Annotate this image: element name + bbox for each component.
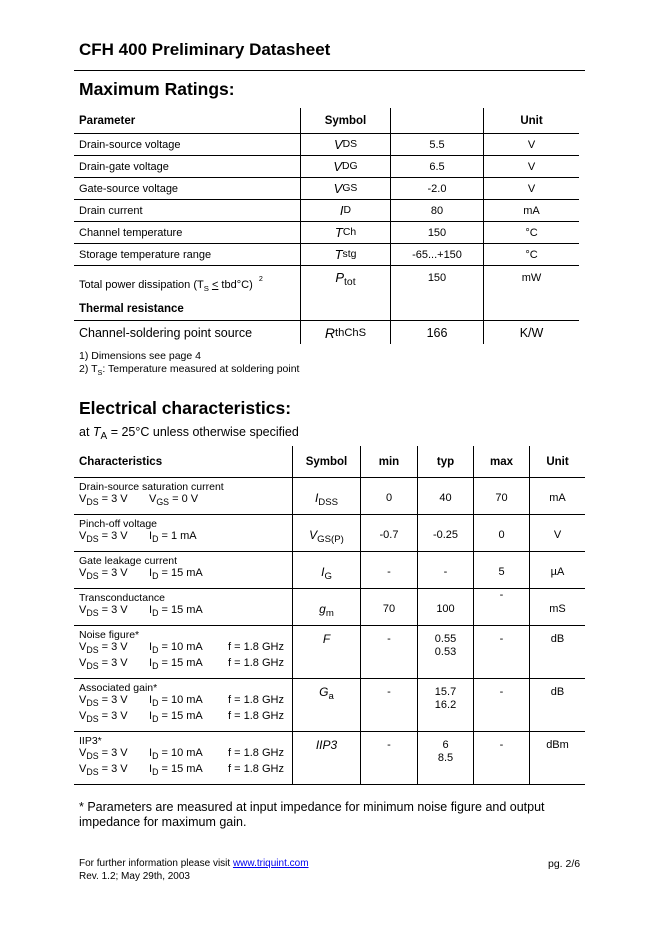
- char-symbol: $G_a$: [319, 685, 334, 702]
- max-value: -: [499, 686, 504, 698]
- unit-cell: [530, 589, 585, 625]
- max-cell: [474, 626, 530, 678]
- condition-vds: $V_{DS} = 3$ V: [79, 493, 128, 507]
- param-value: 6.5: [391, 156, 484, 177]
- condition-second: $I_D = 10$ mA: [149, 747, 203, 761]
- header-symbol: Symbol: [301, 108, 391, 133]
- condition-frequency: f = 1.8 GHz: [228, 641, 284, 653]
- header-max: max: [474, 446, 530, 477]
- min-value: -: [387, 633, 391, 645]
- param-value: -65...+150: [391, 244, 484, 265]
- min-cell: [361, 626, 418, 678]
- total-power-label-suffix: tbd°C): [218, 279, 253, 291]
- symbol-main: T: [334, 225, 343, 240]
- param-unit: °C: [525, 226, 538, 239]
- typ-value: 0.53: [434, 646, 457, 658]
- total-power-label-sub: S: [203, 284, 209, 293]
- thermal-resistance-label: Thermal resistance: [79, 303, 184, 315]
- typ-cell: [418, 626, 474, 678]
- max-value: -: [499, 589, 504, 601]
- char-symbol: $g_m$: [319, 602, 334, 619]
- max-cell: [474, 732, 530, 784]
- typ-value: 40: [439, 492, 452, 504]
- param-unit: V: [527, 182, 536, 195]
- max-cell: [474, 679, 530, 731]
- footnote-1: 1) Dimensions see page 4: [79, 350, 201, 362]
- symbol-sub: DG: [342, 161, 358, 172]
- header-characteristics: Characteristics: [74, 446, 293, 477]
- param-name: Drain-gate voltage: [74, 156, 301, 177]
- symbol-sub: Ch: [342, 227, 357, 238]
- condition-second: $I_D = 15$ mA: [149, 604, 203, 618]
- max-ratings-heading: Maximum Ratings:: [79, 79, 235, 99]
- condition-vds: $V_{DS} = 3$ V: [79, 604, 128, 618]
- min-cell: [361, 478, 418, 514]
- unit-value: µA: [550, 566, 565, 578]
- max-ratings-table: [74, 108, 579, 344]
- condition-second: $I_D = 10$ mA: [149, 641, 203, 655]
- param-value: -2.0: [391, 178, 484, 199]
- unit-cell: [530, 478, 585, 514]
- table-row: [74, 552, 585, 589]
- footer-info: [79, 858, 309, 883]
- unit-value: dB: [550, 686, 565, 698]
- char-name: Gate leakage current: [79, 555, 178, 567]
- char-cell: [74, 552, 293, 588]
- total-power-unit: mW: [521, 272, 542, 284]
- unit-cell: [530, 515, 585, 551]
- header-unit: Unit: [546, 455, 569, 468]
- min-value: 70: [382, 603, 396, 615]
- param-unit: V: [527, 138, 536, 151]
- condition-frequency: f = 1.8 GHz: [228, 657, 284, 669]
- param-name: Channel temperature: [74, 222, 301, 243]
- symbol-main: V: [333, 159, 343, 174]
- unit-value: dBm: [546, 739, 569, 751]
- unit-cell: [530, 679, 585, 731]
- param-name: Drain-source voltage: [74, 134, 301, 155]
- symbol-cell: [293, 679, 361, 731]
- param-symbol: [301, 222, 391, 243]
- param-unit: mA: [523, 204, 540, 217]
- table-row: [74, 200, 579, 222]
- footer-info-text: For further information please visit: [79, 858, 233, 869]
- unit-cell: [530, 552, 585, 588]
- param-symbol: [301, 178, 391, 199]
- footnotes: [79, 350, 299, 379]
- table-row-total-power: [74, 266, 579, 321]
- min-value: 0: [385, 492, 393, 504]
- total-power-label: Total power dissipation (T: [79, 279, 204, 291]
- char-name: Pinch-off voltage: [79, 518, 158, 530]
- table-row: [74, 156, 579, 178]
- header-min: min: [361, 446, 418, 477]
- symbol-cell: [293, 552, 361, 588]
- condition-second: $I_D = 1$ mA: [149, 530, 197, 544]
- max-cell: [474, 552, 530, 588]
- total-power-param: [74, 266, 301, 320]
- unit-cell: [530, 626, 585, 678]
- min-value: -: [387, 566, 391, 578]
- total-power-footnote-ref: 2: [258, 275, 263, 283]
- typ-cell: [418, 589, 474, 625]
- typ-value: 6: [442, 739, 449, 751]
- condition-frequency: f = 1.8 GHz: [228, 710, 284, 722]
- param-name: Gate-source voltage: [74, 178, 301, 199]
- max-value: -: [499, 739, 504, 751]
- min-cell: [361, 679, 418, 731]
- char-name: Drain-source saturation current: [79, 481, 224, 493]
- typ-value: -: [443, 566, 448, 578]
- condition-frequency: f = 1.8 GHz: [228, 747, 284, 759]
- condition-vds: $V_{DS} = 3$ V: [79, 763, 128, 777]
- unit-value: mS: [549, 603, 566, 615]
- condition-vds: $V_{DS} = 3$ V: [79, 694, 128, 708]
- param-symbol: [301, 156, 391, 177]
- symbol-main: I: [339, 203, 344, 218]
- symbol-sub: D: [343, 205, 352, 216]
- condition-second: $I_D = 10$ mA: [149, 694, 203, 708]
- symbol-sub: DS: [342, 139, 358, 150]
- max-cell: [474, 589, 530, 625]
- symbol-cell: [293, 515, 361, 551]
- max-ratings-header-row: [74, 108, 579, 134]
- char-cell: [74, 732, 293, 784]
- header-value: [391, 108, 484, 133]
- char-symbol: $I_G$: [321, 565, 332, 582]
- max-value: 0: [498, 529, 505, 541]
- unit-value: V: [553, 529, 562, 541]
- title-divider: [74, 70, 585, 71]
- param-value: 5.5: [391, 134, 484, 155]
- table-row: [74, 178, 579, 200]
- min-cell: [361, 589, 418, 625]
- condition-vds: $V_{DS} = 3$ V: [79, 567, 128, 581]
- char-name: Transconductance: [79, 592, 165, 604]
- param-name: Drain current: [74, 200, 301, 221]
- max-value: -: [499, 633, 504, 645]
- symbol-cell: [293, 732, 361, 784]
- symbol-cell: [293, 626, 361, 678]
- min-value: -0.7: [379, 529, 399, 541]
- param-symbol: [301, 200, 391, 221]
- max-value: 5: [498, 566, 505, 578]
- test-condition: at $T_A = 25^\circ C$ unless otherwise specified: [79, 425, 299, 442]
- electrical-heading: Electrical characteristics:: [79, 398, 292, 418]
- table-row: [74, 134, 579, 156]
- table-row: [74, 244, 579, 266]
- condition-vds: $V_{DS} = 3$ V: [79, 530, 128, 544]
- total-power-le-sign: <: [211, 279, 219, 291]
- min-cell: [361, 552, 418, 588]
- typ-value: 8.5: [437, 752, 454, 764]
- thermal-value: 166: [391, 321, 484, 344]
- electrical-header-row: [74, 446, 585, 478]
- document-title: CFH 400 Preliminary Datasheet: [79, 40, 331, 59]
- table-row: [74, 679, 585, 732]
- thermal-param: Channel-soldering point source: [74, 321, 301, 344]
- condition-second: $I_D = 15$ mA: [149, 657, 203, 671]
- char-cell: [74, 478, 293, 514]
- table-row-thermal: [74, 321, 579, 344]
- symbol-main: V: [333, 181, 343, 196]
- typ-cell: [418, 679, 474, 731]
- condition-frequency: f = 1.8 GHz: [228, 694, 284, 706]
- table-row: [74, 626, 585, 679]
- table-row: [74, 732, 585, 785]
- param-value: 150: [391, 222, 484, 243]
- typ-cell: [418, 515, 474, 551]
- table-row: [74, 222, 579, 244]
- char-symbol: $V_{GS(P)}$: [309, 528, 344, 545]
- param-symbol: [301, 244, 391, 265]
- page-number: pg. 2/6: [548, 858, 581, 870]
- param-name: Storage temperature range: [74, 244, 301, 265]
- condition-frequency: f = 1.8 GHz: [228, 763, 284, 775]
- min-cell: [361, 515, 418, 551]
- char-cell: [74, 515, 293, 551]
- symbol-cell: [293, 478, 361, 514]
- typ-cell: [418, 552, 474, 588]
- condition-vds: $V_{DS} = 3$ V: [79, 710, 128, 724]
- measurement-note: * Parameters are measured at input impedance for minimum noise figure and output impedance for maximum gain.: [79, 800, 545, 829]
- header-parameter: Parameter: [74, 108, 301, 133]
- footnote-2: 2) $T_S$: Temperature measured at soldering point: [79, 362, 300, 377]
- char-cell: [74, 589, 293, 625]
- total-power-value: 150: [391, 266, 484, 320]
- condition-vds: $V_{DS} = 3$ V: [79, 641, 128, 655]
- electrical-table: [74, 446, 585, 785]
- param-unit: V: [527, 160, 536, 173]
- total-power-symbol: $P_{tot}$: [301, 266, 391, 320]
- unit-value: mA: [549, 492, 566, 504]
- char-symbol: $I_{DSS}$: [314, 491, 339, 508]
- symbol-main: T: [334, 247, 343, 262]
- website-link[interactable]: www.triquint.com: [232, 858, 309, 869]
- condition-second: $I_D = 15$ mA: [149, 710, 203, 724]
- symbol-sub: GS: [342, 183, 358, 194]
- typ-value: 16.2: [434, 699, 457, 711]
- symbol-sub: stg: [342, 249, 357, 260]
- symbol-main: V: [333, 137, 343, 152]
- char-cell: [74, 679, 293, 731]
- unit-cell: [530, 732, 585, 784]
- header-unit: Unit: [520, 114, 543, 127]
- max-value: 70: [495, 492, 508, 504]
- table-row: [74, 478, 585, 515]
- condition-second: $V_{GS} = 0$ V: [149, 493, 199, 507]
- typ-cell: [418, 478, 474, 514]
- param-value: 80: [391, 200, 484, 221]
- symbol-cell: [293, 589, 361, 625]
- min-value: -: [387, 686, 391, 698]
- typ-value: 15.7: [434, 686, 457, 698]
- char-symbol: IIP3: [315, 738, 338, 752]
- thermal-symbol: R thChS: [301, 321, 391, 344]
- min-value: -: [387, 739, 391, 751]
- max-cell: [474, 515, 530, 551]
- unit-value: dB: [550, 633, 565, 645]
- char-name: IIP3*: [79, 735, 102, 747]
- char-name: Associated gain*: [79, 682, 158, 694]
- header-symbol: Symbol: [293, 446, 361, 477]
- thermal-unit: K/W: [519, 325, 544, 340]
- char-symbol: F: [322, 632, 331, 646]
- typ-cell: [418, 732, 474, 784]
- char-cell: [74, 626, 293, 678]
- table-row: [74, 589, 585, 626]
- min-cell: [361, 732, 418, 784]
- typ-value: 100: [436, 603, 455, 615]
- condition-vds: $V_{DS} = 3$ V: [79, 747, 128, 761]
- char-name: Noise figure*: [79, 629, 140, 641]
- param-symbol: [301, 134, 391, 155]
- table-row: [74, 515, 585, 552]
- typ-value: -0.25: [432, 529, 459, 541]
- param-unit: °C: [525, 248, 538, 261]
- condition-vds: $V_{DS} = 3$ V: [79, 657, 128, 671]
- max-cell: [474, 478, 530, 514]
- header-typ: typ: [418, 446, 474, 477]
- footer-revision: Rev. 1.2; May 29th, 2003: [79, 870, 190, 882]
- condition-second: $I_D = 15$ mA: [149, 567, 203, 581]
- condition-second: $I_D = 15$ mA: [149, 763, 203, 777]
- typ-value: 0.55: [434, 633, 457, 645]
